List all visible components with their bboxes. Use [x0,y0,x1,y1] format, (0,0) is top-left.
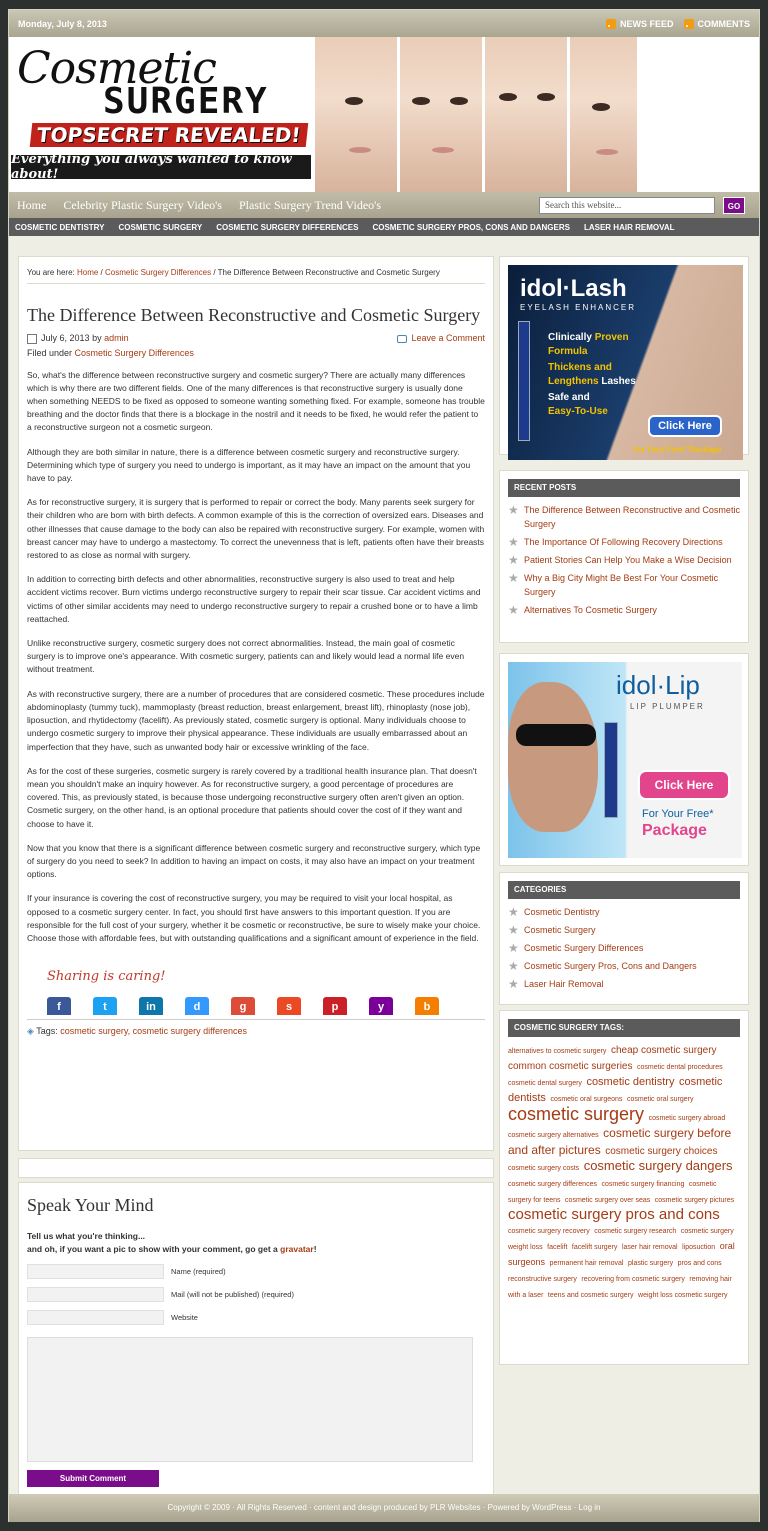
breadcrumb-section[interactable]: Cosmetic Surgery Differences [105,268,212,277]
page-wrapper [8,9,760,1522]
tag-link[interactable]: cosmetic surgery choices [605,1146,718,1157]
sharing-caption: Sharing is caring! [47,969,166,985]
ad-brand: idol·Lash [520,275,627,302]
post-paragraph: Although they are both similar in nature, there is a difference between cosmetic surgery and reconstructive surgery. Determining which type of surgery you need to undergo is important, as it may have an impact on the amount that you have to pay. [27,446,471,484]
tag-link[interactable]: cosmetic surgery financing [601,1181,685,1188]
header-face-image [482,37,570,192]
email-field[interactable] [27,1287,164,1302]
tag-link[interactable]: cosmetic surgery alternatives [508,1132,599,1139]
recent-posts-title: RECENT POSTS [508,479,740,497]
post-author[interactable]: admin [104,333,129,343]
current-date: Monday, July 8, 2013 [18,18,107,29]
main-content [18,256,494,1151]
tag-link[interactable]: plastic surgery [628,1260,674,1267]
comments-feed-link[interactable]: COMMENTS [684,19,751,29]
tag-link[interactable]: cosmetic dental procedures [637,1064,723,1071]
search-go-button[interactable]: GO [723,197,745,214]
tag-icon: ◈ [27,1026,34,1037]
tag-link[interactable]: cosmetic surgery [508,1104,645,1124]
categories-title: CATEGORIES [508,881,740,899]
twitter-icon[interactable]: t [93,997,117,1015]
tag-link[interactable]: cosmetic surgery over seas [565,1197,651,1204]
site-footer: Copyright © 2009 · All Rights Reserved · content and design produced by PLR Websites · Powered by WordPress · Log in [9,1494,759,1522]
calendar-icon [27,334,37,344]
logo-line-3: TOPSECRET REVEALED! [30,123,308,147]
lip-tube [604,722,618,818]
post-paragraph: Unlike reconstructive surgery, cosmetic surgery does not correct abnormalities. Instead, the main goal of cosmetic surgery is to improve one's appearance. With cosmetic surgery, patients can and likely would lead a normal life even without treatment. [27,638,465,675]
tag-link[interactable]: oral surgeons [508,1241,735,1267]
tag-link[interactable]: cosmetic surgery weight loss [508,1228,734,1251]
ad-woman-image [508,682,598,832]
post-paragraph: If your insurance is covering the cost of reconstructive surgery, you may be required to visit your local hospital, as opposed to a cosmetic surgery center. In fact, you should first have answers to this important question. If you are responsible for the full cost of your surgery, whether it be cosmetic or reconstructive, be sure to wisely make your choice. Choose those with affordable fees, but with outstanding qualifications and a significant amount of experience in the field. [27,893,481,943]
tag-link[interactable]: cosmetic dental surgery [508,1080,582,1087]
ad-bullets: Clinically Proven Formula Thickens and Lengthens Lashes Safe and Easy-To-Use [548,332,636,417]
comment-icon [397,335,407,343]
subnav-cosmetic-dentistry[interactable]: COSMETIC DENTISTRY [15,222,105,232]
post-paragraph: As for the cost of these surgeries, cosmetic surgery is rarely covered by a traditional health insurance plan. That doesn't mean you shouldn't make an inquiry however. As for reconstructive surgery, a good percentage of procedures are covered. This, as previously stated, is because those undergoing reconstructive surgery often aren't given an option. Cosmetic surgery, on the other hand, is an optional procedure that patients should cover the cost of if they want and choose to have it. [27,765,477,829]
header-face-image [312,37,400,192]
tag-link[interactable]: reconstructive surgery [508,1276,577,1283]
logo-line-1: Cosmetic [17,43,216,94]
linkedin-icon[interactable]: in [139,997,163,1015]
category-item[interactable]: ★ Laser Hair Removal [508,977,740,991]
tag-link[interactable]: cosmetic surgery costs [508,1165,580,1172]
tag-link[interactable]: cheap cosmetic surgery [610,1045,717,1056]
tag-link[interactable]: cosmetic surgery differences [508,1181,597,1188]
top-bar [9,10,759,37]
idol-lip-ad[interactable]: idol·Lip LIP PLUMPER Click Here For Your Free* Package [499,653,749,866]
header-face-image [397,37,485,192]
tags-title: COSMETIC SURGERY TAGS: [508,1019,740,1037]
nav-trend-videos[interactable]: Plastic Surgery Trend Video's [238,197,381,212]
ad-click-here[interactable]: Click Here [638,770,730,800]
nav-home[interactable]: Home [17,197,47,212]
facebook-icon[interactable]: f [47,997,71,1015]
tag-link[interactable]: removing hair with a laser [508,1276,732,1299]
rss-icon [684,19,694,29]
submit-comment-button[interactable]: Submit Comment [27,1470,159,1487]
logo-line-2: SURGERY [103,81,269,122]
post-category-link[interactable]: Cosmetic Surgery Differences [74,347,194,358]
comment-textarea[interactable] [27,1337,473,1462]
leave-comment-link[interactable]: Leave a Comment [411,333,485,343]
google-icon[interactable]: g [231,997,255,1015]
tag-link[interactable]: cosmetic surgery before and after pictures [508,1126,732,1157]
subnav-surgery-differences[interactable]: COSMETIC SURGERY DIFFERENCES [216,222,359,232]
tag-link[interactable]: cosmetic surgery research [594,1228,677,1235]
tag-link[interactable]: liposuction [682,1244,716,1251]
tag-link[interactable]: alternatives to cosmetic surgery [508,1048,607,1055]
post-tags-links[interactable]: cosmetic surgery, cosmetic surgery differences [60,1026,248,1037]
post-paragraph: In addition to correcting birth defects and other abnormalities, reconstructive surgery is also used to treat and help accident victims recover. Burn victims undergo reconstructive surgery to repair their scar tissue. Car accident victims and victims of other similar accidents may need to undergo reconstructive surgery to repair a crushed bone or to have a limb reattached. [27,574,481,624]
subnav-laser-hair-removal[interactable]: LASER HAIR REMOVAL [583,222,675,232]
post-divider-box [18,1158,494,1178]
post-paragraph: As with reconstructive surgery, there are a number of procedures that are considered cosmetic. These procedures include abdominoplasty (tummy tuck), mammoplasty (breast reduction, breast enlargement, breast lift), rhinoplasty (nose job), liposuction, and rhytidectomy (facelift). As previously stated, cosmetic surgery is optional. Many individuals choose to undergo cosmetic surgery to improve their physical appearance. These individuals are usually embarrassed about an imperfection that they have, such as unwanted body hair or excessive wrinkling of the face. [27,688,485,752]
category-item[interactable]: ★ Cosmetic Surgery [508,923,740,937]
tag-cloud [508,1043,740,1303]
tag-link[interactable]: common cosmetic surgeries [508,1061,633,1072]
sunglasses-shape [516,724,596,746]
breadcrumb-home[interactable]: Home [76,268,99,277]
post-category: Filed under Cosmetic Surgery Differences [27,347,194,358]
secondary-nav [9,218,759,236]
blogger-icon[interactable]: b [415,997,439,1015]
mascara-tube [518,321,530,441]
gravatar-link[interactable]: gravatar [280,1244,314,1254]
tag-link[interactable]: cosmetic surgery pros and cons [508,1206,720,1223]
tag-link[interactable]: weight loss cosmetic surgery [638,1292,728,1299]
tag-link[interactable]: pros and cons [677,1260,722,1267]
tag-link[interactable]: cosmetic oral surgeons [550,1096,623,1103]
primary-nav [9,192,759,218]
header-face-image [567,37,637,192]
reply-intro: Tell us what you're thinking... and oh, if you want a pic to show with your comment, go get a gravatar! [27,1231,317,1254]
recent-posts-widget [499,470,749,643]
website-label: Website [171,1313,198,1322]
tag-link[interactable]: cosmetic surgery for teens [508,1181,717,1204]
nav-celebrity-videos[interactable]: Celebrity Plastic Surgery Video's [63,197,222,212]
delicious-icon[interactable]: d [185,997,209,1015]
tag-link[interactable]: cosmetic surgery dangers [583,1158,733,1173]
category-item[interactable]: ★ Cosmetic Surgery Pros, Cons and Dangers [508,959,740,973]
recent-post-item[interactable]: ★ Why a Big City Might Be Best For Your Cosmetic Surgery [508,571,740,599]
post-body [27,369,485,946]
ad-brand: idol·Lip [616,670,700,700]
name-label: Name (required) [171,1267,226,1276]
recent-post-item[interactable]: ★ Alternatives To Cosmetic Surgery [508,603,740,617]
stumbleupon-icon[interactable]: s [277,997,301,1015]
post-paragraph: So, what's the difference between reconstructive surgery and cosmetic surgery? There are actually many differences which is why there are two different fields. One of the many differences is that reconstructive surgery is usually done when something NEEDS to be fixed as opposed to someone wanting something fixed. For example, someone has trouble breathing and the doctor finds that there is a blockage in the nostril and it needs to be fixed, he would refer the patient to a reconstructive surgeon not a cosmetic surgeon. [27,369,485,433]
post-title: The Difference Between Reconstructive and Cosmetic Surgery [27,305,481,325]
ad-click-here[interactable]: Click Here [648,415,722,437]
pinterest-icon[interactable]: p [323,997,347,1015]
site-header [9,37,759,192]
tag-link[interactable]: cosmetic dentistry [586,1076,675,1088]
breadcrumb: You are here: Home / Cosmetic Surgery Differences / The Difference Between Reconstructive and Cosmetic Surgery [27,265,485,284]
categories-widget [499,872,749,1005]
yahoo-icon[interactable]: y [369,997,393,1015]
tag-link[interactable]: recovering from cosmetic surgery [581,1276,685,1283]
recent-post-item[interactable]: ★ The Difference Between Reconstructive and Cosmetic Surgery [508,503,740,531]
post-paragraph: Now that you know that there is a significant difference between cosmetic surgery and reconstructive surgery, which type of surgery do you need to seek? In addition to having an impact on costs, it may also have an impact on your treatment options. [27,842,481,880]
name-field[interactable] [27,1264,164,1279]
category-item[interactable]: ★ Cosmetic Dentistry [508,905,740,919]
site-logo[interactable] [9,37,312,192]
breadcrumb-current: The Difference Between Reconstructive and Cosmetic Surgery [217,268,440,277]
email-label: Mail (will not be published) (required) [171,1290,294,1299]
news-feed-link[interactable]: NEWS FEED [606,19,674,29]
tag-link[interactable]: permanent hair removal [549,1260,624,1267]
recent-post-item[interactable]: ★ Patient Stories Can Help You Make a Wise Decision [508,553,740,567]
tag-link[interactable]: laser hair removal [621,1244,678,1251]
subnav-pros-cons[interactable]: COSMETIC SURGERY PROS, CONS AND DANGERS [372,222,570,232]
idol-lash-ad[interactable]: idol·Lash EYELASH ENHANCER Clinically Proven Formula Thickens and Lengthens Lashes Safe and Easy-To-Use Click Here for Your Free* Package [499,256,749,455]
tag-link[interactable]: cosmetic surgery pictures [654,1197,735,1204]
tag-link[interactable]: cosmetic oral surgery [626,1096,694,1103]
post-tags: ◈ Tags: cosmetic surgery, cosmetic surgery differences [27,1019,485,1037]
post-paragraph: As for reconstructive surgery, it is surgery that is performed to repair or correct the body. Many parents seek surgery for their children who are born with birth defects. A common example of this is the correction of oversized ears. Diseases and other illnesses that cause damage to the body can also be repaired with reconstructive surgery. For example, women with breast cancer may have to undergo a mastectomy. To correct the unevenness that is left, patients often have their breasts restored to as close as normal with surgery. [27,497,485,561]
tag-link[interactable]: facelift [547,1244,568,1251]
website-field[interactable] [27,1310,164,1325]
tag-link[interactable]: teens and cosmetic surgery [547,1292,634,1299]
subnav-cosmetic-surgery[interactable]: COSMETIC SURGERY [118,222,203,232]
rss-icon [606,19,616,29]
tags-widget [499,1010,749,1365]
tag-link[interactable]: cosmetic surgery recovery [508,1228,590,1235]
share-bar [27,969,485,1019]
logo-tagline: Everything you always wanted to know about! [11,155,311,179]
recent-post-item[interactable]: ★ The Importance Of Following Recovery Directions [508,535,740,549]
post-meta: July 6, 2013 by admin Leave a Comment [27,333,485,344]
comment-form [18,1182,494,1500]
tag-link[interactable]: facelift surgery [571,1244,618,1251]
reply-title: Speak Your Mind [27,1195,154,1215]
search-input[interactable]: Search this website... [539,197,715,214]
tag-link[interactable]: cosmetic surgery abroad [648,1115,726,1122]
category-item[interactable]: ★ Cosmetic Surgery Differences [508,941,740,955]
tag-link[interactable]: cosmetic dentists [508,1076,723,1104]
post-date: July 6, 2013 [41,333,90,343]
